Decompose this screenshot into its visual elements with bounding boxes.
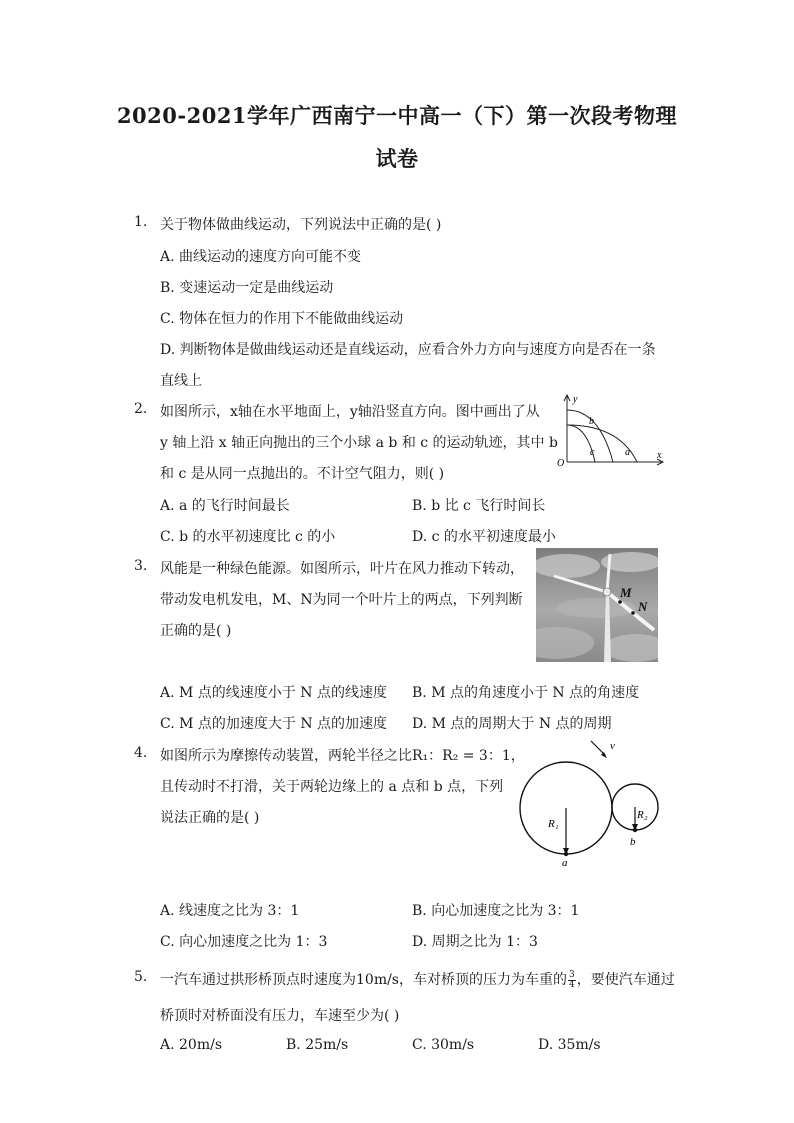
- question-stem: 如图所示为摩擦传动装置，两轮半径之比R₁：R₂ = 3：1，: [160, 748, 525, 764]
- stem-text: 一汽车通过拱形桥顶点时速度为10m/s，车对桥顶的压力为车重的: [160, 972, 567, 988]
- question-stem-cont: 和 c 是从同一点抛出的。不计空气阻力，则( ): [160, 466, 445, 482]
- label-c: c: [590, 447, 595, 458]
- fraction: [568, 971, 576, 990]
- option-d: D. 周期之比为 1：3: [412, 934, 538, 950]
- r1-label: R₁: [548, 818, 559, 830]
- option-c: C. 30m/s: [412, 1037, 475, 1053]
- question-stem: 风能是一种绿色能源。如图所示，叶片在风力推动下转动，: [160, 561, 524, 577]
- option-a: A. 20m/s: [160, 1037, 223, 1053]
- option-a: A. a 的飞行时间最长: [160, 498, 290, 514]
- option-b: B. M 点的角速度小于 N 点的角速度: [412, 685, 640, 701]
- question-stem-cont: 说法正确的是( ): [160, 810, 260, 826]
- question-number: 5.: [134, 969, 148, 985]
- label-b: b: [589, 416, 594, 427]
- option-c: C. 物体在恒力的作用下不能做曲线运动: [160, 311, 404, 327]
- friction-drive-figure: [512, 733, 688, 873]
- velocity-label: v: [610, 740, 615, 752]
- question-stem: [160, 969, 675, 990]
- point-m-label: M: [620, 585, 632, 600]
- option-d-cont: 直线上: [160, 373, 202, 389]
- question-stem-cont: 桥顶时对桥面没有压力，车速至少为( ): [160, 1008, 400, 1024]
- origin-label: O: [557, 458, 565, 468]
- option-c: C. M 点的加速度大于 N 点的加速度: [160, 716, 388, 732]
- r2-label: R₂: [637, 809, 648, 821]
- question-stem: 如图所示，x轴在水平地面上，y轴沿竖直方向。图中画出了从: [160, 404, 540, 420]
- option-c: C. 向心加速度之比为 1：3: [160, 934, 328, 950]
- option-d: D. 35m/s: [538, 1037, 601, 1053]
- question-number: 4.: [134, 745, 148, 761]
- stem-text-cont: ，要使汽车通过: [576, 972, 675, 988]
- option-a: A. 曲线运动的速度方向可能不变: [160, 249, 362, 265]
- label-a: a: [625, 447, 630, 458]
- question-number: 1.: [134, 214, 148, 230]
- question-stem: 关于物体做曲线运动，下列说法中正确的是( ): [160, 217, 442, 233]
- option-d: D. M 点的周期大于 N 点的周期: [412, 716, 612, 732]
- option-b: B. 变速运动一定是曲线运动: [160, 280, 334, 296]
- wind-turbine-photo: [536, 548, 658, 662]
- question-stem-cont: y 轴上沿 x 轴正向抛出的三个小球 a b 和 c 的运动轨迹，其中 b: [160, 435, 558, 451]
- fraction-numerator: 3: [569, 969, 575, 980]
- x-axis-label: x: [657, 450, 662, 461]
- point-b-label: b: [630, 836, 636, 848]
- option-b: B. 25m/s: [286, 1037, 349, 1053]
- question-number: 2.: [134, 401, 148, 417]
- option-a: A. 线速度之比为 3：1: [160, 903, 300, 919]
- option-c: C. b 的水平初速度比 c 的小: [160, 529, 336, 545]
- option-b: B. 向心加速度之比为 3：1: [412, 903, 580, 919]
- question-stem-cont: 带动发电机发电，M、N为同一个叶片上的两点，下列判断: [160, 592, 523, 608]
- option-d: D. c 的水平初速度最小: [412, 529, 556, 545]
- point-a-label: a: [562, 857, 568, 869]
- y-axis-label: y: [573, 394, 578, 405]
- question-stem-cont: 正确的是( ): [160, 623, 232, 639]
- fraction-denominator: 4: [569, 979, 575, 990]
- option-b: B. b 比 c 飞行时间长: [412, 498, 546, 514]
- option-d: D. 判断物体是做曲线运动还是直线运动，应看合外力方向与速度方向是否在一条: [160, 342, 656, 358]
- option-a: A. M 点的线速度小于 N 点的线速度: [160, 685, 387, 701]
- question-number: 3.: [134, 558, 148, 574]
- page-title-cont: 试卷: [375, 146, 419, 171]
- question-stem-cont: 且传动时不打滑，关于两轮边缘上的 a 点和 b 点，下列: [160, 779, 504, 795]
- trajectory-figure: [553, 392, 671, 468]
- page-title: 2020-2021学年广西南宁一中高一（下）第一次段考物理: [116, 103, 678, 128]
- point-n-label: N: [638, 599, 648, 614]
